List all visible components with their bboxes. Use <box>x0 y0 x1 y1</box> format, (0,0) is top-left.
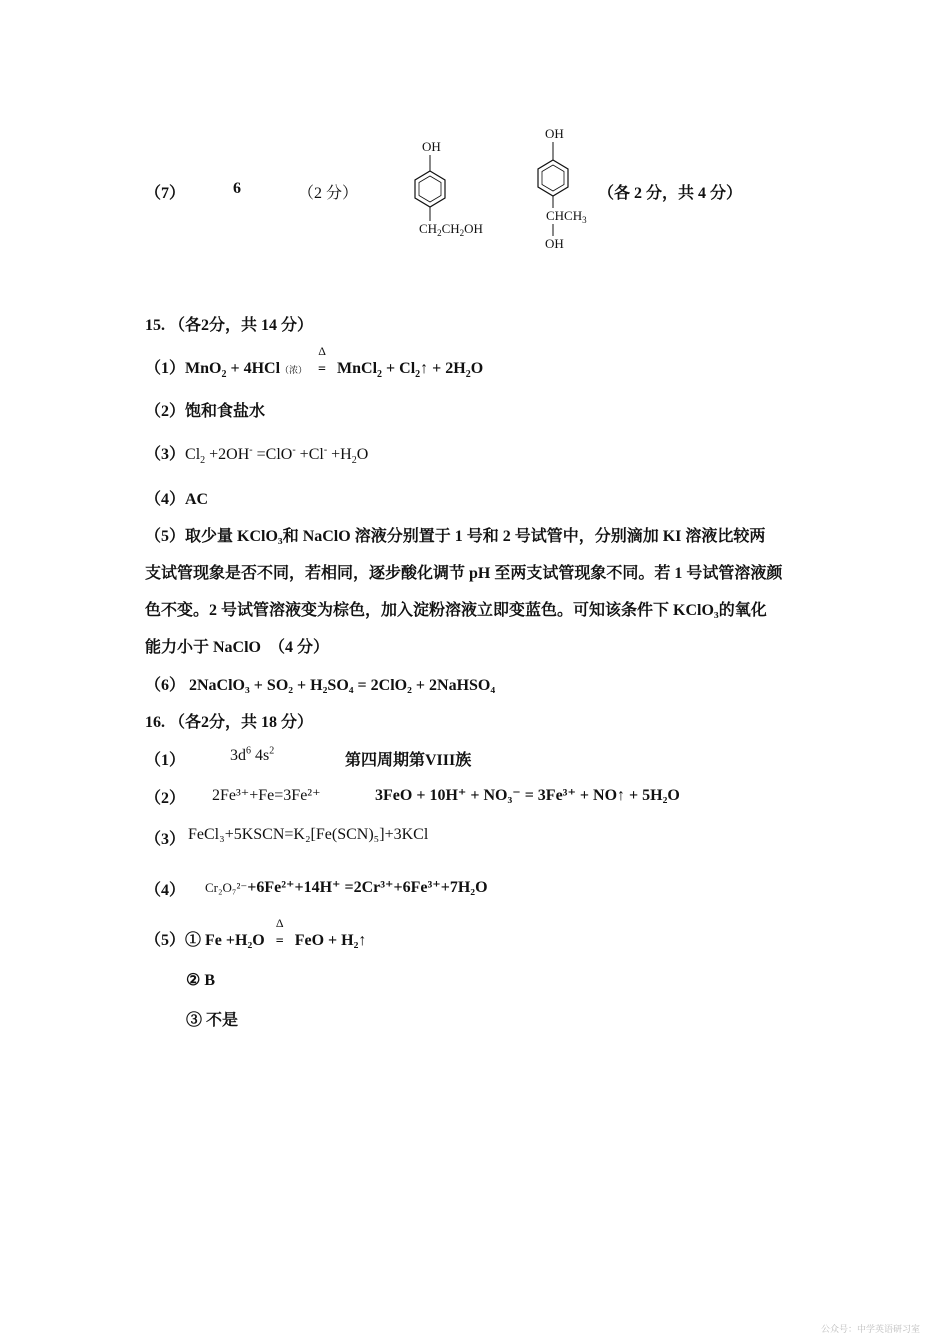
q14-7-label: （7） <box>145 185 186 202</box>
q15-answer-5-line4: 能力小于 NaClO （4 分） <box>145 639 330 656</box>
q15-a1-right-4: O <box>470 360 484 377</box>
q15-a1-mid: + 4HCl <box>226 360 281 377</box>
struct2-oh-top: OH <box>545 126 564 141</box>
heat-equals-sign: Δ = <box>311 360 333 378</box>
q15-a1-right-sub3: 2 <box>465 369 471 381</box>
q15-a1-cond: （浓） <box>280 365 308 375</box>
q16-a5-right: FeO + H₂↑ <box>294 932 367 949</box>
q16-answer-4-label: （4） <box>145 882 186 899</box>
watermark: 公众号：中学英语研习室 <box>820 1325 920 1335</box>
q16-answer-4-eq <box>205 877 488 897</box>
q16-answer-5-2: ② B <box>186 972 216 989</box>
q15-a1-right-sub2: 2 <box>415 369 421 381</box>
q14-7-score-tail: （各 2 分，共 4 分） <box>598 185 743 202</box>
q15-a1-left: MnO <box>185 360 222 377</box>
q16-answer-5-1 <box>145 916 367 950</box>
q15-a1-right-2: + Cl <box>382 360 416 377</box>
q15-a3-label: （3） <box>145 446 186 463</box>
q15-answer-2: （2）饱和食盐水 <box>145 403 266 420</box>
q16-answer-2-eq1: 2Fe³⁺+Fe=3Fe²⁺ <box>212 787 321 804</box>
q16-answer-3-label: （3） <box>145 831 186 848</box>
q15-a1-right-3: ↑ + 2H <box>420 360 466 377</box>
q16-a1-config-sup: 6 <box>246 745 251 757</box>
struct2-side: $CHCH_3$ <box>546 208 587 225</box>
q14-7-score: （2 分） <box>298 185 359 202</box>
q15-a1-right-1: MnCl <box>337 360 378 377</box>
q16-a4-eq-right: +6Fe²⁺+14H⁺ =2Cr³⁺+6Fe³⁺+7H₂O <box>247 879 488 896</box>
struct2-oh-bottom: OH <box>545 236 564 251</box>
q15-answer-4: （4）AC <box>145 491 209 508</box>
q16-header: 16. （各2分，共 18 分） <box>145 714 314 731</box>
heat-equals-sign: Δ = <box>269 932 291 950</box>
q16-answer-3-eq: FeCl₃+5KSCN=K₂[Fe(SCN)₅]+3KCl <box>188 826 429 843</box>
q15-answer-5-line1: （5）取少量 KClO₃和 NaClO 溶液分别置于 1 号和 2 号试管中，分别滴加 KI 溶液比较两 <box>145 528 766 545</box>
q15-answer-6: （6） 2NaClO₃ + SO₂ + H₂SO₄ = 2ClO₂ + 2NaHSO₄ <box>145 677 496 694</box>
q16-a1-config-2: 4s <box>251 747 270 764</box>
q16-answer-1-label: （1） <box>145 752 186 769</box>
q16-a5-label: （5）① Fe +H₂O <box>145 932 265 949</box>
q16-answer-1-position: 第四周期第VIII族 <box>345 752 472 769</box>
q16-answer-1-config <box>230 747 274 765</box>
q15-a1-right-sub: 2 <box>377 369 383 381</box>
struct1-chain: $CH_2CH_2OH$ <box>419 221 483 238</box>
q15-answer-5-line2: 支试管现象是否不同，若相同，逐步酸化调节 pH 至两支试管现象不同。若 1 号试管溶液颜 <box>145 565 783 582</box>
q16-a1-config-sup2: 2 <box>269 745 275 757</box>
q15-answer-1 <box>145 344 484 381</box>
q15-answer-5-line3: 色不变。2 号试管溶液变为棕色，加入淀粉溶液立即变蓝色。可知该条件下 KClO₃的氧化 <box>145 602 767 619</box>
q15-a1-left-sub: 2 <box>221 369 227 381</box>
structure-1 <box>395 135 505 245</box>
q14-7-answer: 6 <box>233 180 241 197</box>
q16-a5-delta: Δ <box>275 916 284 930</box>
struct1-oh: OH <box>422 139 441 154</box>
q15-header: 15. （各2分，共 14 分） <box>145 317 314 334</box>
q16-answer-2-label: （2） <box>145 790 186 807</box>
q16-answer-2-eq2: 3FeO + 10H⁺ + NO₃⁻ = 3Fe³⁺ + NO↑ + 5H₂O <box>375 787 680 804</box>
q15-a1-delta: Δ <box>318 344 326 358</box>
q16-a4-eq-left: Cr₂O₇²⁻ <box>205 880 248 895</box>
q16-a1-config: 3d <box>230 747 246 764</box>
q16-answer-5-3: ③ 不是 <box>186 1012 239 1029</box>
q15-answer-3: $(3)Cl_2 +2OH^- =ClO^- +Cl^- +H_2O$ <box>145 444 369 467</box>
q15-a1-label: （1） <box>145 360 186 377</box>
